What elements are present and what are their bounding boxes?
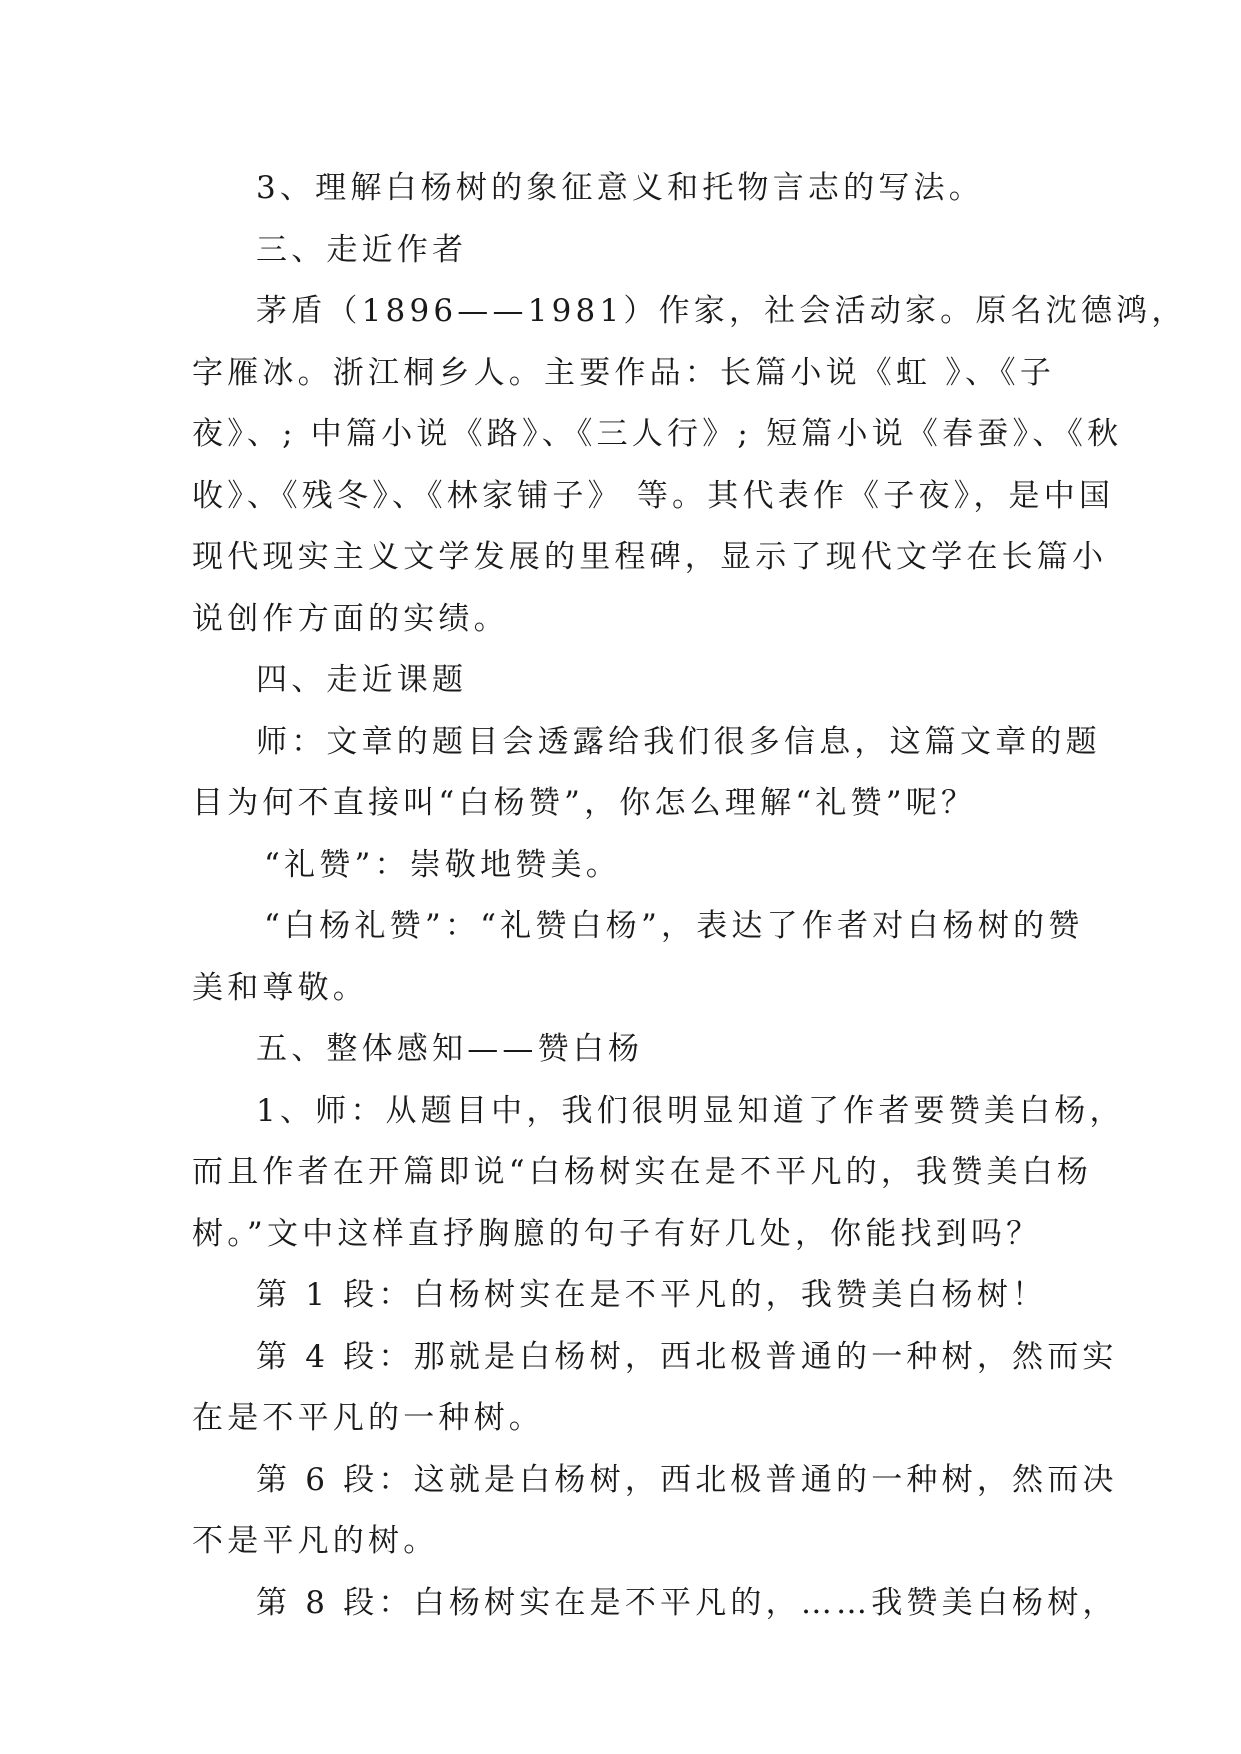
paragraph-line: 不是平凡的树。 [192, 1523, 439, 1559]
paragraph-line: “礼赞”：崇敬地赞美。 [264, 846, 621, 883]
paragraph-line: 夜》、; 中篇小说《路》、《三人行》; 短篇小说《春蚕》、《秋 [192, 416, 1123, 452]
paragraph-line: 第 1 段：白杨树实在是不平凡的，我赞美白杨树！ [256, 1277, 1048, 1313]
paragraph-line: 树。”文中这样直抒胸臆的句子有好几处，你能找到吗？ [192, 1215, 1042, 1252]
paragraph-line: 茅盾（1896——1981）作家，社会活动家。原名沈德鸿， [256, 293, 1187, 329]
paragraph-line: 1、师：从题目中，我们很明显知道了作者要赞美白杨， [256, 1092, 1125, 1129]
paragraph-line: 师：文章的题目会透露给我们很多信息，这篇文章的题 [256, 723, 1101, 760]
section-heading: 四、走近课题 [256, 662, 468, 698]
paragraph-line: 目为何不直接叫“白杨赞”，你怎么理解“礼赞”呢？ [192, 785, 977, 821]
paragraph-line: 字雁冰。浙江桐乡人。主要作品：长篇小说《虹 》、《子 [192, 354, 1056, 391]
paragraph-line: 3、理解白杨树的象征意义和托物言志的写法。 [256, 170, 984, 206]
section-heading: 三、走近作者 [256, 231, 468, 268]
paragraph-line: 第 6 段：这就是白杨树，西北极普通的一种树，然而决 [256, 1461, 1118, 1498]
paragraph-line: 在是不平凡的一种树。 [192, 1400, 544, 1436]
document-body [192, 158, 1187, 1634]
paragraph-line: 收》、《残冬》、《林家铺子》 等。其代表作《子夜》，是中国 [192, 477, 1115, 514]
paragraph-line: 而且作者在开篇即说“白杨树实在是不平凡的，我赞美白杨 [192, 1154, 1093, 1190]
paragraph-line: 第 4 段：那就是白杨树，西北极普通的一种树，然而实 [256, 1338, 1118, 1375]
section-heading: 五、整体感知——赞白杨 [256, 1031, 644, 1067]
paragraph-line: 现代现实主义文学发展的里程碑，显示了现代文学在长篇小 [192, 539, 1108, 575]
paragraph-line: 说创作方面的实绩。 [192, 600, 509, 637]
paragraph-line: “白杨礼赞”：“礼赞白杨”，表达了作者对白杨树的赞 [264, 908, 1084, 944]
paragraph-line: 美和尊敬。 [192, 969, 368, 1006]
paragraph-line: 第 8 段：白杨树实在是不平凡的，……我赞美白杨树， [256, 1584, 1118, 1621]
